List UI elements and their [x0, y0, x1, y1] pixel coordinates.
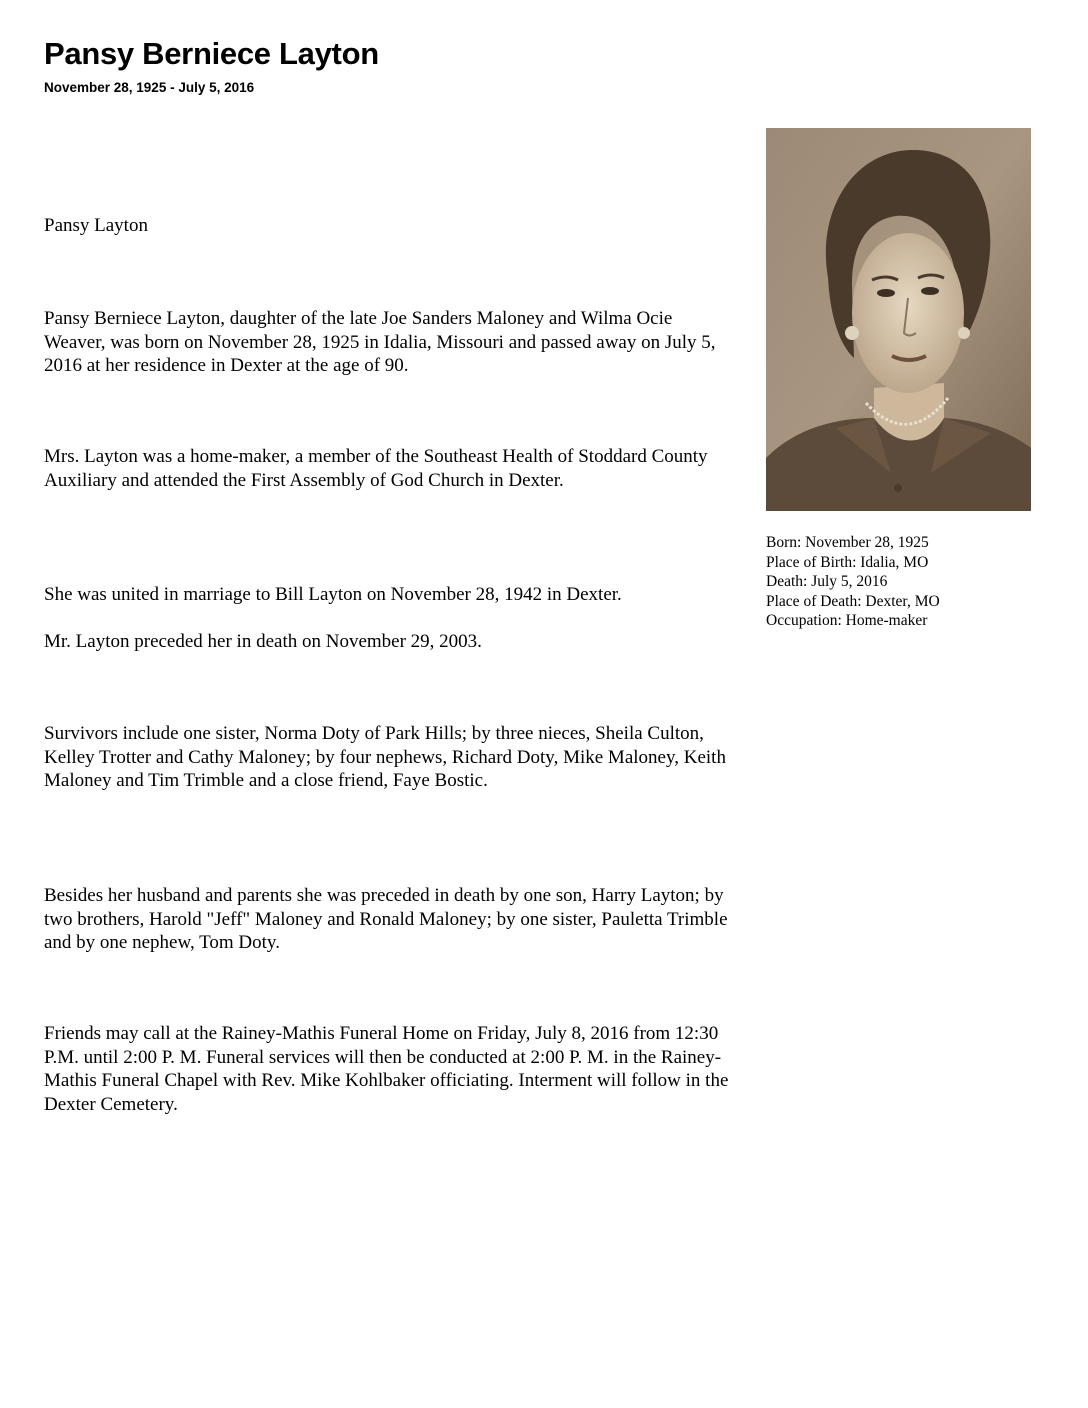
fact-place-of-birth: Place of Birth: Idalia, MO [766, 553, 929, 571]
portrait-photo [766, 128, 1031, 511]
facts-panel [766, 533, 1066, 631]
fact-place-of-death: Place of Death: Dexter, MO [766, 592, 940, 610]
obituary-heading: Pansy Layton [44, 215, 148, 236]
fact-death: Death: July 5, 2016 [766, 573, 888, 591]
paragraph-survivors: Survivors include one sister, Norma Doty of Park Hills; by three nieces, Sheila Culton, Kelley Trotter and Cathy Maloney; by four nephews, Richard Doty, Mike Maloney, Keith Maloney and Tim Trimble and a close friend, Faye Bostic. [44, 723, 726, 791]
fact-occupation: Occupation: Home-maker [766, 612, 928, 630]
paragraph-affiliations: Mrs. Layton was a home-maker, a member of the Southeast Health of Stoddard County Auxiliary and attended the First Assembly of God Church in Dexter. [44, 446, 708, 491]
paragraph-husband-death: Mr. Layton preceded her in death on November 29, 2003. [44, 631, 482, 652]
fact-born: Born: November 28, 1925 [766, 534, 929, 551]
life-dates: November 28, 1925 - July 5, 2016 [44, 80, 255, 95]
paragraph-marriage: She was united in marriage to Bill Layton on November 28, 1942 in Dexter. [44, 584, 622, 605]
obituary-name: Pansy Berniece Layton [44, 36, 379, 71]
paragraph-preceded: Besides her husband and parents she was preceded in death by one son, Harry Layton; by two brothers, Harold "Jeff" Maloney and Ronald Maloney; by one sister, Pauletta Trimble and by one nephew, Tom Doty. [44, 885, 728, 953]
paragraph-services: Friends may call at the Rainey-Mathis Funeral Home on Friday, July 8, 2016 from 12:30 P.M. until 2:00 P. M. Funeral services will then be conducted at 2:00 P. M. in the Rainey-Mathis Funeral Chapel with Rev. Mike Kohlbaker officiating. Interment will follow in the Dexter Cemetery. [44, 1023, 729, 1115]
paragraph-birth: Pansy Berniece Layton, daughter of the late Joe Sanders Maloney and Wilma Ocie Weaver, was born on November 28, 1925 in Idalia, Missouri and passed away on July 5, 2016 at her residence in Dexter at the age of 90. [44, 308, 716, 376]
